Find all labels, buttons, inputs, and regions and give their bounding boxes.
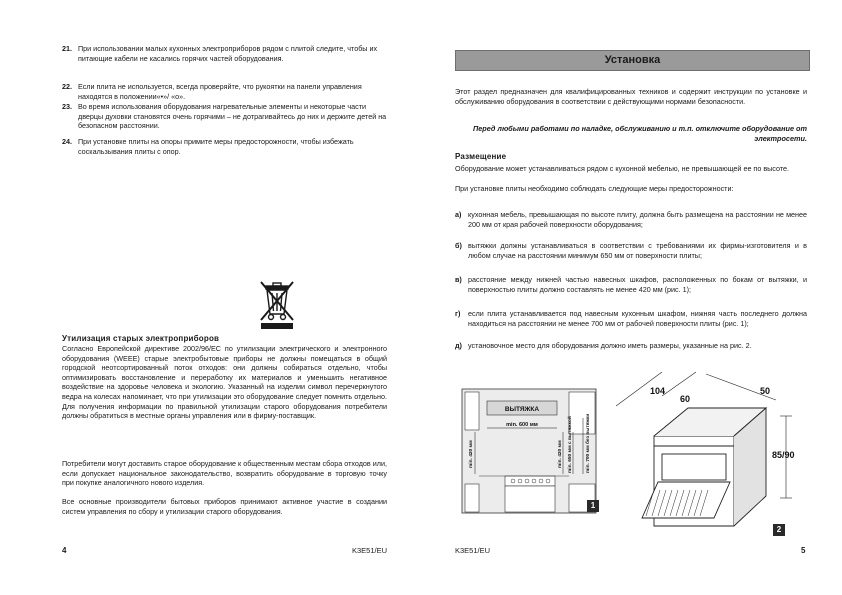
footer-model-right: K3E51/EU xyxy=(455,546,491,555)
item-number: 22. xyxy=(62,82,72,91)
item-text: Во время использования оборудования нагревательные элементы и некоторые части дверцы духовки становятся очень горячими – не дотрагивайтесь до них и держите детей на безопасном расстоянии. xyxy=(78,102,387,131)
dim-104-label: 104 xyxy=(650,386,666,396)
disposal-paragraph-1: Согласно Европейской директиве 2002/96/EC по утилизации электрического и электронного оборудования (WEEE) старые электробытовые приборы не должны помещаться в общий городской неотсортированный поток отходов: они должны собираться отдельно, чтобы оптимизировать восстановление и переработку их материалов и уменьшить негативное воздействие на здоровье человека и экологию. Указанный на изделии символ перечеркнутого ведра на колесах напоминает, что при утилизации это оборудование следует помнить отдельно. Для получения информации по правильной утилизации старого оборудования потребители должны обратиться в местные органы управления или в фирму-поставщик. xyxy=(62,344,387,421)
section-title: Установка xyxy=(604,54,661,66)
figure-2-badge: 2 xyxy=(773,524,785,536)
requirement-letter: б) xyxy=(455,241,462,250)
placement-paragraph-2: При установке плиты необходимо соблюдать следующие меры предосторожности: xyxy=(455,184,734,193)
safety-warning: Перед любыми работами по наладке, обслуживанию и т.п. отключите оборудование от электросети. xyxy=(472,124,807,143)
requirement-letter: в) xyxy=(455,275,462,284)
dim-50-label: 50 xyxy=(760,386,771,396)
min-650-label: min. 650 мм с вытяжкой xyxy=(568,416,573,473)
item-number: 21. xyxy=(62,44,72,53)
requirement-letter: а) xyxy=(455,210,462,219)
dim-85-90-label: 85/90 xyxy=(772,450,795,460)
figure-1-badge: 1 xyxy=(587,500,599,512)
right-page xyxy=(421,0,842,595)
requirement-text: установочное место для оборудования должно иметь размеры, указанные на рис. 2. xyxy=(468,341,752,350)
section-banner xyxy=(455,50,810,71)
dim-60-label: 60 xyxy=(680,394,691,404)
requirement-text: вытяжки должны устанавливаться в соответствии с требованиями их фирмы-изготовителя и в любом случае на расстоянии минимум 650 мм от поверхности плиты; xyxy=(468,241,807,260)
intro-paragraph: Этот раздел предназначен для квалифицированных техников и содержит инструкции по установке и обслуживанию оборудования в соответствии с действующими нормами безопасности. xyxy=(455,87,807,106)
min-420-right-label: min. 420 мм xyxy=(558,440,563,468)
requirement-text: если плита устанавливается под навесным кухонным шкафом, нижняя часть последнего должна находиться на расстоянии не менее 700 мм от рабочей поверхности плиты (рис. 1); xyxy=(468,309,807,328)
min-600-label: min. 600 мм xyxy=(506,422,538,428)
item-number: 23. xyxy=(62,102,72,111)
page-number-left: 4 xyxy=(62,546,67,555)
requirement-text: кухонная мебель, превышающая по высоте плиту, должна быть размещена на расстоянии не менее 200 мм от края рабочей поверхности оборудования; xyxy=(468,210,807,229)
figure-2-cooker-dimensions xyxy=(606,366,806,528)
min-420-left-label: min. 420 мм xyxy=(469,440,474,468)
weee-bin-icon xyxy=(255,278,299,330)
disposal-paragraph-2: Потребители могут доставить старое оборудование к общественным местам сбора отходов или, если допускает национальное законодательство, возвратить оборудование в торговую точку при покупке аналогичного нового изделия. xyxy=(62,459,387,488)
requirement-letter: г) xyxy=(455,309,461,318)
page-number-right: 5 xyxy=(801,546,806,555)
item-text: Если плита не используется, всегда проверяйте, что рукоятки на панели управления находятся в положении«•»/ «о». xyxy=(78,82,362,101)
disposal-paragraph-3: Все основные производители бытовых приборов принимают активное участие в создании систем управления по сбору и утилизации старого оборудования. xyxy=(62,497,387,516)
hood-label: ВЫТЯЖКА xyxy=(504,406,540,413)
figure-1-kitchen-diagram xyxy=(461,388,611,518)
requirement-letter: д) xyxy=(455,341,462,350)
item-text: При установке плиты на опоры примите меры предосторожности, чтобы избежать соскальзывания плиты с опор. xyxy=(78,137,354,156)
requirement-text: расстояние между нижней частью навесных шкафов, расположенных по бокам от вытяжки, и поверхностью плиты должно составлять не менее 420 мм (рис. 1); xyxy=(468,275,807,294)
item-number: 24. xyxy=(62,137,72,146)
placement-heading: Размещение xyxy=(455,152,507,161)
min-700-label: min. 700 мм без вытяжки xyxy=(586,413,591,473)
disposal-heading: Утилизация старых электроприборов xyxy=(62,334,220,343)
footer-model-left: K3E51/EU xyxy=(352,546,388,555)
item-text: При использовании малых кухонных электроприборов рядом с плитой следите, чтобы их питающие кабели не касались горячих частей оборудования. xyxy=(78,44,378,63)
placement-paragraph-1: Оборудование может устанавливаться рядом с кухонной мебелью, не превышающей ее по высоте. xyxy=(455,164,790,173)
